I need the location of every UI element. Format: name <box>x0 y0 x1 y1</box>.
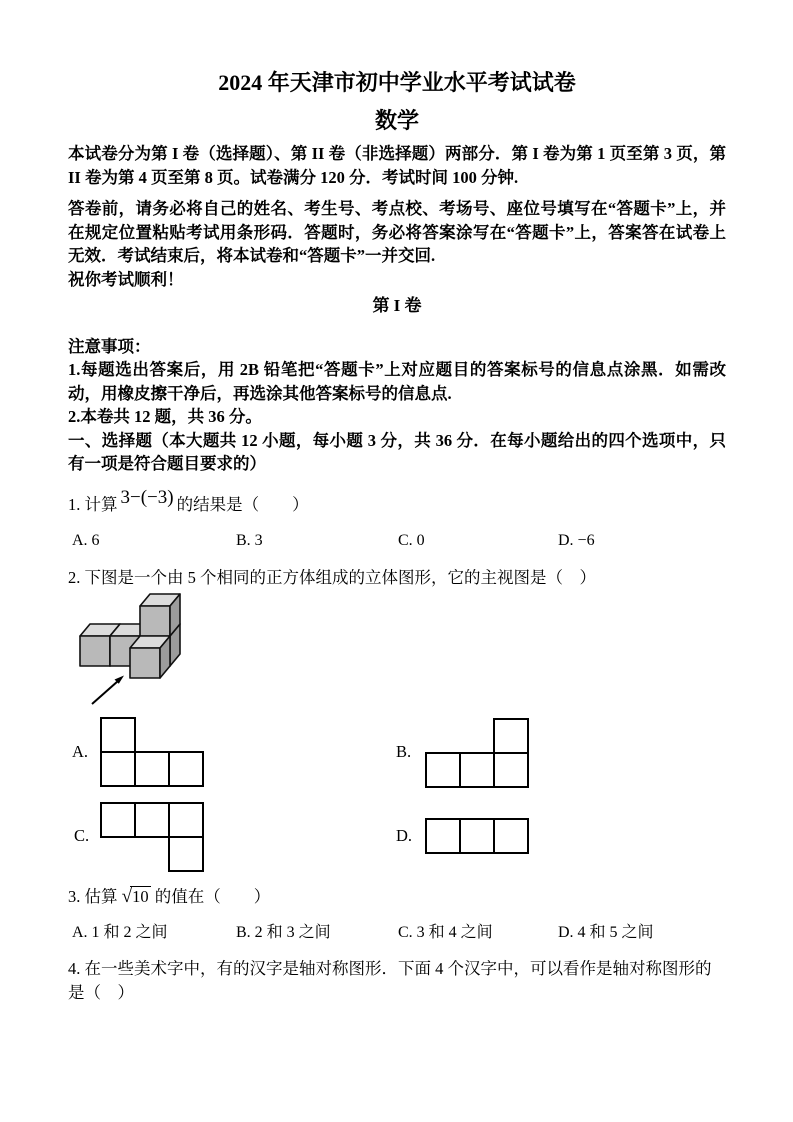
q2-option-d-figure <box>425 818 529 856</box>
cube-stack-figure <box>68 590 203 710</box>
question-3-prefix: 3. 估算 <box>68 886 118 906</box>
question-2-figures <box>68 590 726 878</box>
grid-square <box>459 818 495 854</box>
view-direction-arrow-icon <box>92 675 124 704</box>
preamble-good-luck: 祝你考试顺利！ <box>68 269 184 289</box>
sqrt-sign: √ <box>121 885 133 907</box>
grid-square <box>134 802 170 838</box>
q3-option-b: B. 2 和 3 之间 <box>236 923 331 941</box>
grid-square <box>168 802 204 838</box>
sqrt-radicand: 10 <box>132 886 149 906</box>
notice-item-1: 1.每题选出答案后，用 2B 铅笔把“答题卡”上对应题目的答案标号的信息点涂黑．如需改动，用橡皮擦干净后，再选涂其他答案标号的信息点. <box>68 360 726 403</box>
grid-square <box>168 751 204 787</box>
preamble-structure: 本试卷分为第 I 卷（选择题）、第 II 卷（非选择题）两部分．第 I 卷为第 1 页至第 3 页，第 II 卷为第 4 页至第 8 页。试卷满分 120 分．考试时间 100 分钟. <box>68 144 726 187</box>
q2-option-a-figure <box>100 717 204 789</box>
grid-square <box>459 752 495 788</box>
question-1-prefix: 1. 计算 <box>68 494 118 514</box>
question-1-options <box>68 529 726 553</box>
section-heading-choice: 一、选择题（本大题共 12 小题，每小题 3 分，共 36 分．在每小题给出的四个选项中，只有一项是符合题目要求的） <box>68 430 726 473</box>
grid-square <box>493 752 529 788</box>
grid-square <box>168 836 204 872</box>
q2-option-b-figure <box>425 718 529 790</box>
q1-option-c: C. 0 <box>398 531 425 549</box>
question-3-options <box>68 921 726 945</box>
q2-option-c-label: C. <box>74 825 90 845</box>
question-1-formula: 3−(−3) <box>120 486 174 508</box>
q3-option-d: D. 4 和 5 之间 <box>558 923 654 941</box>
q1-option-b: B. 3 <box>236 531 263 549</box>
subject-title: 数学 <box>374 108 419 133</box>
grid-square <box>134 751 170 787</box>
question-1 <box>68 486 726 517</box>
grid-square <box>425 818 461 854</box>
q2-option-b-label: B. <box>396 741 412 761</box>
grid-square <box>493 718 529 754</box>
question-3-suffix: 的值在（ ） <box>154 886 271 906</box>
q1-option-a: A. 6 <box>72 531 100 549</box>
grid-square <box>100 717 136 753</box>
q2-option-a-label: A. <box>72 741 89 761</box>
q3-option-c: C. 3 和 4 之间 <box>398 923 493 941</box>
grid-square <box>425 752 461 788</box>
q2-option-d-label: D. <box>396 825 413 845</box>
notice-heading: 注意事项： <box>68 336 151 356</box>
page-title: 2024 年天津市初中学业水平考试试卷 <box>218 70 576 95</box>
grid-square <box>100 751 136 787</box>
question-4: 4. 在一些美术字中，有的汉字是轴对称图形．下面 4 个汉字中，可以看作是轴对称图形的是（ ） <box>68 958 712 1002</box>
q2-option-c-figure <box>100 802 204 874</box>
grid-square <box>493 818 529 854</box>
q3-option-a: A. 1 和 2 之间 <box>72 923 168 941</box>
notice-item-2: 2.本卷共 12 题，共 36 分。 <box>68 407 262 426</box>
grid-square <box>100 802 136 838</box>
q1-option-d: D. −6 <box>558 531 595 549</box>
question-3 <box>68 885 726 909</box>
document-column <box>68 70 726 1005</box>
question-1-suffix: 的结果是（ ） <box>176 494 309 514</box>
question-2: 2. 下图是一个由 5 个相同的正方体组成的立体图形，它的主视图是（ ） <box>68 567 596 587</box>
part-one-heading: 第 I 卷 <box>372 296 422 315</box>
preamble-answer-sheet: 答卷前，请务必将自己的姓名、考生号、考点校、考场号、座位号填写在“答题卡”上，并在规定位置粘贴考试用条形码．答题时，务必将答案涂写在“答题卡”上，答案答在试卷上无效．考试结束后，将本试卷和“答题卡”一并交回. <box>68 199 726 265</box>
